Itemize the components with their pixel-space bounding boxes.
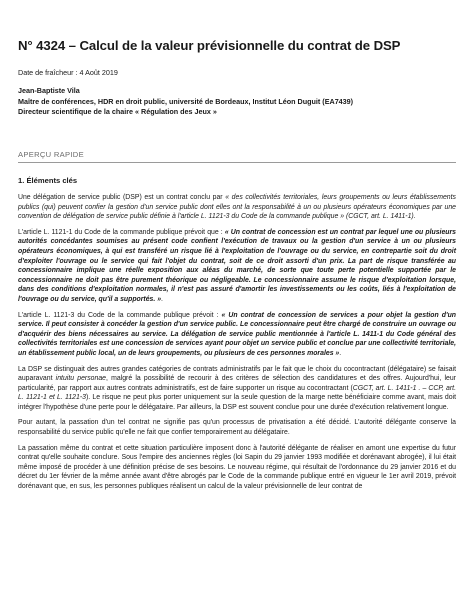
paragraph-5: Pour autant, la passation d'un tel contrat ne signifie pas qu'un processus de privatisation a été décidé. L'autorité délégante conserve la responsabilité du service public qu'elle ne fait que confier temporairement au délégataire.	[18, 419, 456, 437]
document-title: N° 4324 – Calcul de la valeur prévisionnelle du contrat de DSP	[18, 38, 401, 53]
author-block	[18, 86, 353, 118]
paragraph-6: La passation même du contrat et cette situation particulière imposent donc à l'autorité délégante de réaliser en amont une expertise du futur contrat qu'elle souhaite conclure. Sous l'empire des anciennes règles (loi Sapin du 29 janvier 1993 modifiée et dorénavant abrogée), il lui était même imposé de procéder à une définition précise de ses besoins. Le nouveau régime, qui résultait de l'ordonnance du 29 janvier 2016 et du décret du 1er février de la même année avant d'être abrogés par le Code de la commande publique entré en vigueur le 1er avril 2019, prévoit dorénavant que, en sus, les personnes publiques réalisent un calcul de la valeur prévisionnelle de leur contrat de	[18, 444, 456, 491]
author-role: Directeur scientifique de la chaire « Régulation des Jeux »	[18, 107, 217, 117]
paragraph-2: L'article L. 1121-1 du Code de la commande publique prévoit que : « Un contrat de concession est un contrat par lequel une ou plusieurs autorités concédantes soumises au présent code confient l'exécution de travaux ou la gestion d'un service à un ou plusieurs opérateurs économiques, à qui est transféré un risque lié à l'exploitation de l'ouvrage ou du service, en contrepartie soit du droit d'exploiter l'ouvrage ou le service qui fait l'objet du contrat, soit de ce droit assorti d'un prix. La part de risque transférée au concessionnaire implique une réelle exposition aux aléas du marché, de sorte que toute perte potentielle supportée par le concessionnaire ne doit pas être purement théorique ou négligeable. Le concessionnaire assume le risque d'exploitation lorsque, dans des conditions d'exploitation normales, il n'est pas assuré d'amortir les investissements ou les coûts, liés à l'exploitation de l'ouvrage ou du service, qu'il a supportés. ».	[18, 228, 456, 303]
section-divider	[18, 162, 456, 163]
subheading: 1. Éléments clés	[18, 176, 78, 185]
paragraph-1: Une délégation de service public (DSP) est un contrat conclu par « des collectivités territoriales, leurs groupements ou leurs établissements publics (qui) peuvent confier la gestion d'un service public dont elles ont la responsabilité à un ou plusieurs opérateurs économiques par une convention de délégation de service public définie à l'article L. 1121-3 du Code de la commande publique » (CGCT, art. L. 1411-1).	[18, 194, 456, 221]
section-heading: APERÇU RAPIDE	[18, 150, 84, 159]
freshness-date: Date de fraîcheur : 4 Août 2019	[18, 68, 118, 77]
author-position: Maître de conférences, HDR en droit public, université de Bordeaux, Institut Léon Duguit (EA7439)	[18, 96, 354, 106]
author-name: Jean-Baptiste Vila	[18, 86, 80, 95]
paragraph-4: La DSP se distinguait des autres grandes catégories de contrats administratifs par le fait que le choix du cocontractant (délégataire) se faisait auparavant intuitu personae, malgré la possibilité de recourir à des critères de sélection des candidatures et des offres. Aujourd'hui, leur particularité, par rapport aux autres contrats administratifs, est de faire supporter un risque au cocontractant (CGCT, art. L. 1411-1 . – CCP, art. L. 1121-1 et L. 1121-3). Le risque ne peut plus porter uniquement sur la seule question de la marge nette bénéficiaire comme avant, mais doit intégrer l'hypothèse d'une perte pour le délégataire. Par ailleurs, la DSP est souvent conclue pour une durée d'exécution relativement longue.	[18, 365, 456, 411]
body-text	[18, 193, 456, 498]
paragraph-3: L'article L. 1121-3 du Code de la commande publique prévoit : « Un contrat de concession de services a pour objet la gestion d'un service. Il peut consister à concéder la gestion d'un service public. Le concessionnaire peut être chargé de construire un ouvrage ou d'acquérir des biens nécessaires au service. La délégation de service public mentionnée à l'article L. 1411-1 du Code général des collectivités territoriales est une concession de services ayant pour objet un service public et conclue par une collectivité territoriale, un établissement public local, un de leurs groupements, ou plusieurs de ces personnes morales ».	[18, 311, 457, 357]
